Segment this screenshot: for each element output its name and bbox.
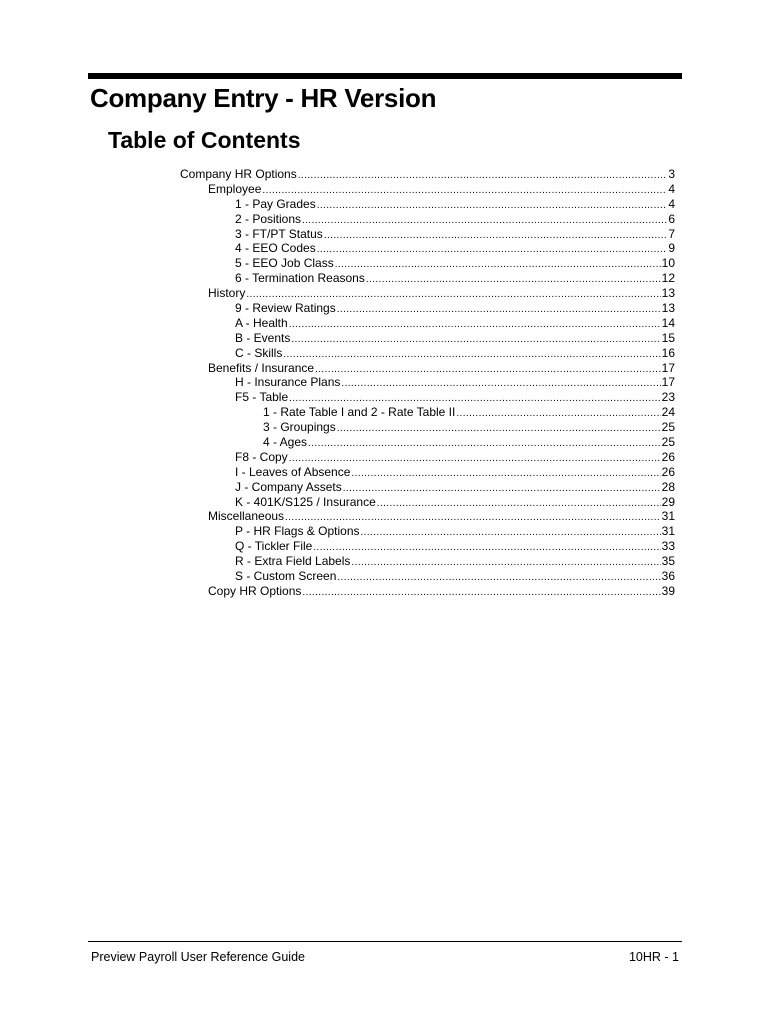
toc-dot-leader xyxy=(317,199,668,212)
toc-dot-leader xyxy=(289,318,661,331)
toc-entry-label: A - Health xyxy=(235,315,288,330)
toc-entry[interactable] xyxy=(180,524,675,539)
toc-dot-leader xyxy=(377,497,661,510)
toc-entry-page: 4 xyxy=(668,196,675,211)
toc-entry[interactable] xyxy=(180,197,675,212)
toc-entry-page: 28 xyxy=(661,479,675,494)
toc-entry-label: F8 - Copy xyxy=(235,449,288,464)
toc-entry-label: 2 - Positions xyxy=(235,211,302,226)
toc-dot-leader xyxy=(289,452,661,465)
toc-entry-page: 23 xyxy=(661,390,675,405)
toc-entry-label: Miscellaneous xyxy=(208,509,285,524)
toc-dot-leader xyxy=(291,333,660,346)
toc-entry-page: 17 xyxy=(661,360,675,375)
toc-entry[interactable] xyxy=(180,286,675,301)
toc-entry[interactable] xyxy=(180,167,675,182)
toc-entry-label: 1 - Pay Grades xyxy=(235,196,316,211)
toc-entry-label: 4 - EEO Codes xyxy=(235,241,316,256)
footer-rule xyxy=(88,941,682,942)
toc-entry[interactable] xyxy=(180,405,675,420)
toc-entry-label: Employee xyxy=(208,181,262,196)
toc-dot-leader xyxy=(317,243,668,256)
toc-entry[interactable] xyxy=(180,450,675,465)
footer-page-number: 10HR - 1 xyxy=(628,950,679,964)
toc-entry-page: 15 xyxy=(661,330,675,345)
toc-entry-page: 3 xyxy=(668,167,675,181)
toc-dot-leader xyxy=(246,288,660,301)
toc-entry[interactable] xyxy=(180,554,675,569)
toc-entry-label: 9 - Review Ratings xyxy=(235,301,336,316)
toc-entry-page: 17 xyxy=(661,375,675,390)
toc-entry[interactable] xyxy=(180,375,675,390)
toc-entry-label: Benefits / Insurance xyxy=(208,360,315,375)
toc-entry-page: 7 xyxy=(668,226,675,241)
toc-entry-page: 31 xyxy=(661,524,675,539)
toc-entry-page: 35 xyxy=(661,554,675,569)
toc-entry-page: 26 xyxy=(661,449,675,464)
toc-entry-label: J - Company Assets xyxy=(235,479,342,494)
toc-entry-page: 9 xyxy=(668,241,675,256)
toc-entry[interactable] xyxy=(180,331,675,346)
toc-dot-leader xyxy=(337,571,660,584)
table-of-contents xyxy=(180,167,675,599)
toc-entry-page: 4 xyxy=(668,181,675,196)
toc-entry-page: 13 xyxy=(661,286,675,301)
toc-entry[interactable] xyxy=(180,495,675,510)
toc-entry[interactable] xyxy=(180,480,675,495)
toc-entry[interactable] xyxy=(180,227,675,242)
toc-dot-leader xyxy=(351,467,660,480)
toc-entry-label: Q - Tickler File xyxy=(235,539,313,554)
toc-entry[interactable] xyxy=(180,346,675,361)
toc-dot-leader xyxy=(366,273,661,286)
toc-entry[interactable] xyxy=(180,301,675,316)
toc-dot-leader xyxy=(308,437,661,450)
toc-entry-label: 3 - FT/PT Status xyxy=(235,226,323,241)
toc-entry-page: 16 xyxy=(661,345,675,360)
toc-entry-page: 25 xyxy=(661,435,675,450)
toc-entry-page: 14 xyxy=(661,315,675,330)
toc-entry[interactable] xyxy=(180,256,675,271)
document-title: Company Entry - HR Version xyxy=(90,83,437,113)
toc-dot-leader xyxy=(351,556,660,569)
toc-dot-leader xyxy=(285,511,661,524)
toc-entry-page: 36 xyxy=(661,569,675,584)
toc-dot-leader xyxy=(337,303,661,316)
toc-dot-leader xyxy=(298,169,668,182)
footer-guide-title: Preview Payroll User Reference Guide xyxy=(91,950,305,964)
toc-dot-leader xyxy=(313,541,660,554)
toc-dot-leader xyxy=(324,229,668,242)
toc-entry[interactable] xyxy=(180,509,675,524)
toc-entry-label: Company HR Options xyxy=(180,167,297,181)
toc-entry-label: R - Extra Field Labels xyxy=(235,554,351,569)
toc-dot-leader xyxy=(335,258,661,271)
toc-entry[interactable] xyxy=(180,241,675,256)
toc-entry-page: 26 xyxy=(661,464,675,479)
toc-entry[interactable] xyxy=(180,569,675,584)
toc-heading: Table of Contents xyxy=(108,127,301,153)
toc-entry[interactable] xyxy=(180,465,675,480)
toc-entry-label: 1 - Rate Table I and 2 - Rate Table II xyxy=(263,405,456,420)
toc-entry-page: 39 xyxy=(661,583,675,598)
toc-dot-leader xyxy=(315,363,661,376)
top-rule xyxy=(88,73,682,79)
toc-dot-leader xyxy=(289,392,661,405)
toc-dot-leader xyxy=(302,214,667,227)
toc-dot-leader xyxy=(262,184,667,197)
toc-entry-page: 29 xyxy=(661,494,675,509)
toc-entry[interactable] xyxy=(180,539,675,554)
toc-entry-page: 24 xyxy=(661,405,675,420)
toc-entry-label: C - Skills xyxy=(235,345,283,360)
toc-dot-leader xyxy=(337,422,661,435)
toc-entry-label: H - Insurance Plans xyxy=(235,375,341,390)
toc-dot-leader xyxy=(361,526,661,539)
toc-entry[interactable] xyxy=(180,390,675,405)
toc-entry-label: I - Leaves of Absence xyxy=(235,464,351,479)
toc-entry-page: 33 xyxy=(661,539,675,554)
toc-entry[interactable] xyxy=(180,182,675,197)
toc-entry-label: S - Custom Screen xyxy=(235,569,337,584)
toc-entry-page: 12 xyxy=(661,271,675,286)
toc-entry-page: 6 xyxy=(668,211,675,226)
toc-entry-label: K - 401K/S125 / Insurance xyxy=(235,494,376,509)
toc-entry[interactable] xyxy=(180,271,675,286)
toc-entry-page: 10 xyxy=(661,256,675,271)
toc-entry-page: 25 xyxy=(661,420,675,435)
toc-dot-leader xyxy=(343,482,661,495)
toc-dot-leader xyxy=(456,407,660,420)
toc-entry-label: B - Events xyxy=(235,330,291,345)
toc-entry[interactable] xyxy=(180,212,675,227)
toc-dot-leader xyxy=(302,586,660,599)
toc-dot-leader xyxy=(283,348,660,361)
toc-dot-leader xyxy=(341,377,660,390)
toc-entry-label: 4 - Ages xyxy=(263,435,308,450)
toc-entry-label: History xyxy=(208,286,246,301)
toc-entry[interactable] xyxy=(180,420,675,435)
toc-entry[interactable] xyxy=(180,435,675,450)
toc-entry-label: P - HR Flags & Options xyxy=(235,524,360,539)
toc-entry-page: 31 xyxy=(661,509,675,524)
toc-entry-label: 6 - Termination Reasons xyxy=(235,271,365,286)
toc-entry-label: Copy HR Options xyxy=(208,583,302,598)
toc-entry-page: 13 xyxy=(661,301,675,316)
toc-entry[interactable] xyxy=(180,361,675,376)
toc-entry[interactable] xyxy=(180,316,675,331)
toc-entry-label: 3 - Groupings xyxy=(263,420,336,435)
toc-entry-label: F5 - Table xyxy=(235,390,289,405)
toc-entry[interactable] xyxy=(180,584,675,599)
toc-entry-label: 5 - EEO Job Class xyxy=(235,256,334,271)
